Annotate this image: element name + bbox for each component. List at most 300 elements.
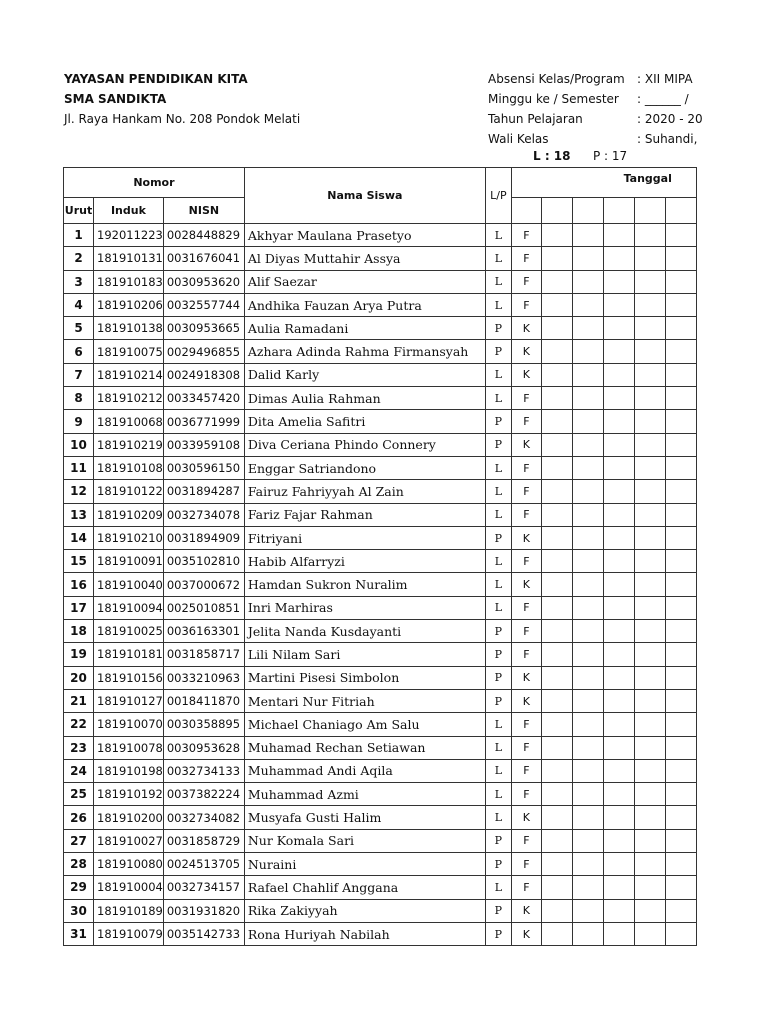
student-gender: L: [485, 876, 511, 899]
attendance-cell-empty[interactable]: [634, 224, 665, 247]
attendance-mark[interactable]: K: [511, 899, 541, 922]
attendance-cell-empty[interactable]: [541, 689, 572, 712]
attendance-cell-empty[interactable]: [634, 853, 665, 876]
attendance-cell-empty[interactable]: [603, 293, 634, 316]
student-nisn: 0031858729: [163, 829, 244, 852]
attendance-cell-empty[interactable]: [603, 503, 634, 526]
date-col-3[interactable]: [572, 198, 603, 224]
attendance-cell-empty[interactable]: [572, 224, 603, 247]
student-name: Fairuz Fahriyyah Al Zain: [244, 480, 485, 503]
attendance-cell-empty[interactable]: [603, 922, 634, 945]
attendance-mark[interactable]: K: [511, 922, 541, 945]
school-header: [64, 70, 300, 130]
table-row: [64, 666, 697, 689]
attendance-cell-empty[interactable]: [634, 247, 665, 270]
attendance-cell-empty[interactable]: [665, 666, 696, 689]
student-nisn: 0037382224: [163, 783, 244, 806]
attendance-mark[interactable]: K: [511, 806, 541, 829]
attendance-cell-empty[interactable]: [572, 620, 603, 643]
table-row: [64, 829, 697, 852]
attendance-cell-empty[interactable]: [634, 689, 665, 712]
attendance-cell-empty[interactable]: [665, 293, 696, 316]
attendance-cell-empty[interactable]: [572, 666, 603, 689]
student-name: Lili Nilam Sari: [244, 643, 485, 666]
row-number: 31: [64, 922, 94, 945]
attendance-cell-empty[interactable]: [541, 526, 572, 549]
attendance-cell-empty[interactable]: [634, 387, 665, 410]
attendance-cell-empty[interactable]: [541, 596, 572, 619]
date-col-2[interactable]: [541, 198, 572, 224]
attendance-cell-empty[interactable]: [572, 899, 603, 922]
info-label-homeroom: Wali Kelas: [488, 132, 549, 146]
student-gender: P: [485, 899, 511, 922]
attendance-cell-empty[interactable]: [603, 713, 634, 736]
attendance-cell-empty[interactable]: [634, 573, 665, 596]
attendance-cell-empty[interactable]: [572, 596, 603, 619]
student-nisn: 0025010851: [163, 596, 244, 619]
row-number: 7: [64, 363, 94, 386]
row-number: 1: [64, 224, 94, 247]
attendance-mark[interactable]: F: [511, 293, 541, 316]
attendance-mark[interactable]: F: [511, 713, 541, 736]
attendance-mark[interactable]: F: [511, 456, 541, 479]
attendance-cell-empty[interactable]: [541, 899, 572, 922]
attendance-cell-empty[interactable]: [665, 689, 696, 712]
attendance-cell-empty[interactable]: [603, 876, 634, 899]
student-nisn: 0035142733: [163, 922, 244, 945]
info-label-class: Absensi Kelas/Program: [488, 72, 625, 86]
school-name: SMA SANDIKTA: [64, 92, 167, 106]
attendance-cell-empty[interactable]: [634, 433, 665, 456]
attendance-mark[interactable]: F: [511, 270, 541, 293]
attendance-cell-empty[interactable]: [665, 713, 696, 736]
date-col-4[interactable]: [603, 198, 634, 224]
attendance-cell-empty[interactable]: [665, 899, 696, 922]
attendance-cell-empty[interactable]: [634, 643, 665, 666]
attendance-cell-empty[interactable]: [541, 363, 572, 386]
table-row: [64, 247, 697, 270]
attendance-cell-empty[interactable]: [541, 247, 572, 270]
student-name: Martini Pisesi Simbolon: [244, 666, 485, 689]
attendance-mark[interactable]: F: [511, 853, 541, 876]
student-nisn: 0030953665: [163, 317, 244, 340]
student-induk: 181910078: [94, 736, 164, 759]
attendance-cell-empty[interactable]: [665, 783, 696, 806]
row-number: 14: [64, 526, 94, 549]
attendance-cell-empty[interactable]: [665, 573, 696, 596]
attendance-cell-empty[interactable]: [572, 410, 603, 433]
attendance-cell-empty[interactable]: [603, 829, 634, 852]
attendance-cell-empty[interactable]: [634, 596, 665, 619]
attendance-cell-empty[interactable]: [603, 759, 634, 782]
attendance-cell-empty[interactable]: [665, 806, 696, 829]
student-induk: 181910091: [94, 550, 164, 573]
attendance-mark[interactable]: K: [511, 317, 541, 340]
student-induk: 181910200: [94, 806, 164, 829]
student-induk: 181910212: [94, 387, 164, 410]
attendance-cell-empty[interactable]: [541, 666, 572, 689]
student-nisn: 0030596150: [163, 456, 244, 479]
attendance-cell-empty[interactable]: [572, 317, 603, 340]
attendance-cell-empty[interactable]: [603, 666, 634, 689]
attendance-cell-empty[interactable]: [541, 922, 572, 945]
row-number: 30: [64, 899, 94, 922]
attendance-mark[interactable]: F: [511, 503, 541, 526]
student-induk: 181910040: [94, 573, 164, 596]
attendance-cell-empty[interactable]: [665, 643, 696, 666]
student-name: Enggar Satriandono: [244, 456, 485, 479]
attendance-cell-empty[interactable]: [634, 829, 665, 852]
attendance-cell-empty[interactable]: [541, 736, 572, 759]
attendance-cell-empty[interactable]: [541, 829, 572, 852]
attendance-mark[interactable]: F: [511, 783, 541, 806]
student-induk: 181910027: [94, 829, 164, 852]
row-number: 21: [64, 689, 94, 712]
student-name: Fariz Fajar Rahman: [244, 503, 485, 526]
student-nisn: 0036163301: [163, 620, 244, 643]
student-name: Inri Marhiras: [244, 596, 485, 619]
attendance-cell-empty[interactable]: [665, 526, 696, 549]
attendance-cell-empty[interactable]: [634, 526, 665, 549]
header-tanggal: Tanggal: [511, 168, 696, 198]
student-nisn: 0031858717: [163, 643, 244, 666]
attendance-cell-empty[interactable]: [603, 247, 634, 270]
attendance-mark[interactable]: F: [511, 224, 541, 247]
attendance-cell-empty[interactable]: [634, 317, 665, 340]
attendance-cell-empty[interactable]: [665, 433, 696, 456]
row-number: 22: [64, 713, 94, 736]
attendance-cell-empty[interactable]: [603, 689, 634, 712]
student-name: Dita Amelia Safitri: [244, 410, 485, 433]
student-induk: 181910138: [94, 317, 164, 340]
student-name: Hamdan Sukron Nuralim: [244, 573, 485, 596]
attendance-cell-empty[interactable]: [665, 270, 696, 293]
attendance-cell-empty[interactable]: [603, 340, 634, 363]
student-gender: L: [485, 270, 511, 293]
attendance-cell-empty[interactable]: [665, 456, 696, 479]
student-induk: 181910219: [94, 433, 164, 456]
attendance-cell-empty[interactable]: [541, 293, 572, 316]
attendance-cell-empty[interactable]: [603, 643, 634, 666]
count-male: L : 18: [533, 149, 571, 163]
attendance-cell-empty[interactable]: [603, 573, 634, 596]
attendance-cell-empty[interactable]: [572, 247, 603, 270]
header-nomor: Nomor: [64, 168, 245, 198]
attendance-mark[interactable]: F: [511, 829, 541, 852]
attendance-cell-empty[interactable]: [572, 363, 603, 386]
attendance-cell-empty[interactable]: [603, 480, 634, 503]
attendance-cell-empty[interactable]: [572, 550, 603, 573]
attendance-mark[interactable]: F: [511, 643, 541, 666]
attendance-mark[interactable]: F: [511, 387, 541, 410]
table-row: [64, 410, 697, 433]
attendance-cell-empty[interactable]: [665, 387, 696, 410]
attendance-cell-empty[interactable]: [541, 387, 572, 410]
attendance-cell-empty[interactable]: [572, 922, 603, 945]
attendance-cell-empty[interactable]: [541, 503, 572, 526]
attendance-cell-empty[interactable]: [572, 480, 603, 503]
attendance-mark[interactable]: K: [511, 689, 541, 712]
info-label-year: Tahun Pelajaran: [488, 112, 583, 126]
attendance-cell-empty[interactable]: [572, 270, 603, 293]
student-gender: L: [485, 363, 511, 386]
attendance-cell-empty[interactable]: [572, 689, 603, 712]
student-nisn: 0032734078: [163, 503, 244, 526]
student-induk: 181910206: [94, 293, 164, 316]
attendance-cell-empty[interactable]: [603, 363, 634, 386]
attendance-cell-empty[interactable]: [572, 340, 603, 363]
student-name: Muhammad Andi Aqila: [244, 759, 485, 782]
row-number: 27: [64, 829, 94, 852]
attendance-mark[interactable]: F: [511, 480, 541, 503]
student-induk: 181910189: [94, 899, 164, 922]
attendance-cell-empty[interactable]: [634, 736, 665, 759]
attendance-cell-empty[interactable]: [634, 480, 665, 503]
row-number: 10: [64, 433, 94, 456]
attendance-cell-empty[interactable]: [603, 899, 634, 922]
info-label-week: Minggu ke / Semester: [488, 92, 619, 106]
attendance-cell-empty[interactable]: [634, 293, 665, 316]
attendance-cell-empty[interactable]: [541, 853, 572, 876]
attendance-cell-empty[interactable]: [603, 736, 634, 759]
attendance-mark[interactable]: F: [511, 759, 541, 782]
attendance-cell-empty[interactable]: [603, 387, 634, 410]
student-nisn: 0033959108: [163, 433, 244, 456]
attendance-cell-empty[interactable]: [541, 713, 572, 736]
attendance-mark[interactable]: F: [511, 410, 541, 433]
student-name: Akhyar Maulana Prasetyo: [244, 224, 485, 247]
attendance-mark[interactable]: F: [511, 736, 541, 759]
attendance-cell-empty[interactable]: [634, 666, 665, 689]
attendance-cell-empty[interactable]: [541, 433, 572, 456]
table-row: [64, 876, 697, 899]
student-induk: 181910094: [94, 596, 164, 619]
student-induk: 181910210: [94, 526, 164, 549]
attendance-cell-empty[interactable]: [572, 456, 603, 479]
student-induk: 181910075: [94, 340, 164, 363]
attendance-mark[interactable]: F: [511, 876, 541, 899]
attendance-cell-empty[interactable]: [572, 293, 603, 316]
attendance-cell-empty[interactable]: [603, 783, 634, 806]
row-number: 16: [64, 573, 94, 596]
attendance-cell-empty[interactable]: [665, 736, 696, 759]
info-value-class: : XII MIPA: [637, 72, 693, 86]
table-row: [64, 270, 697, 293]
student-gender: P: [485, 340, 511, 363]
attendance-cell-empty[interactable]: [634, 806, 665, 829]
table-row: [64, 573, 697, 596]
student-gender: P: [485, 526, 511, 549]
student-induk: 181910214: [94, 363, 164, 386]
attendance-cell-empty[interactable]: [603, 853, 634, 876]
attendance-cell-empty[interactable]: [665, 550, 696, 573]
student-name: Diva Ceriana Phindo Connery: [244, 433, 485, 456]
attendance-cell-empty[interactable]: [603, 550, 634, 573]
student-induk: 181910127: [94, 689, 164, 712]
attendance-cell-empty[interactable]: [634, 620, 665, 643]
attendance-cell-empty[interactable]: [541, 806, 572, 829]
student-gender: L: [485, 224, 511, 247]
attendance-cell-empty[interactable]: [603, 270, 634, 293]
student-nisn: 0030358895: [163, 713, 244, 736]
attendance-cell-empty[interactable]: [634, 410, 665, 433]
table-row: [64, 317, 697, 340]
attendance-cell-empty[interactable]: [572, 806, 603, 829]
attendance-cell-empty[interactable]: [665, 224, 696, 247]
date-col-5[interactable]: [634, 198, 665, 224]
student-induk: 181910181: [94, 643, 164, 666]
attendance-mark[interactable]: K: [511, 433, 541, 456]
attendance-cell-empty[interactable]: [572, 853, 603, 876]
student-nisn: 0031931820: [163, 899, 244, 922]
attendance-cell-empty[interactable]: [541, 270, 572, 293]
student-name: Aulia Ramadani: [244, 317, 485, 340]
student-induk: 181910209: [94, 503, 164, 526]
attendance-cell-empty[interactable]: [603, 596, 634, 619]
student-induk: 181910156: [94, 666, 164, 689]
row-number: 13: [64, 503, 94, 526]
table-row: [64, 550, 697, 573]
attendance-cell-empty[interactable]: [541, 410, 572, 433]
attendance-mark[interactable]: K: [511, 363, 541, 386]
attendance-cell-empty[interactable]: [572, 643, 603, 666]
attendance-mark[interactable]: F: [511, 620, 541, 643]
attendance-cell-empty[interactable]: [665, 363, 696, 386]
attendance-cell-empty[interactable]: [665, 876, 696, 899]
student-name: Rika Zakiyyah: [244, 899, 485, 922]
table-row: [64, 456, 697, 479]
attendance-cell-empty[interactable]: [634, 759, 665, 782]
attendance-cell-empty[interactable]: [665, 596, 696, 619]
attendance-cell-empty[interactable]: [665, 620, 696, 643]
student-gender: L: [485, 759, 511, 782]
attendance-cell-empty[interactable]: [572, 736, 603, 759]
attendance-cell-empty[interactable]: [665, 922, 696, 945]
attendance-cell-empty[interactable]: [541, 759, 572, 782]
attendance-cell-empty[interactable]: [541, 643, 572, 666]
attendance-cell-empty[interactable]: [634, 340, 665, 363]
attendance-mark[interactable]: F: [511, 550, 541, 573]
info-labels: [488, 70, 625, 150]
student-induk: 181910198: [94, 759, 164, 782]
attendance-cell-empty[interactable]: [634, 876, 665, 899]
attendance-cell-empty[interactable]: [665, 829, 696, 852]
student-induk: 181910122: [94, 480, 164, 503]
table-row: [64, 620, 697, 643]
attendance-cell-empty[interactable]: [603, 410, 634, 433]
attendance-cell-empty[interactable]: [603, 620, 634, 643]
attendance-mark[interactable]: K: [511, 526, 541, 549]
attendance-cell-empty[interactable]: [665, 410, 696, 433]
student-gender: P: [485, 433, 511, 456]
attendance-cell-empty[interactable]: [572, 433, 603, 456]
attendance-mark[interactable]: K: [511, 573, 541, 596]
header-lp: L/P: [485, 168, 511, 224]
attendance-cell-empty[interactable]: [541, 573, 572, 596]
attendance-cell-empty[interactable]: [541, 317, 572, 340]
attendance-cell-empty[interactable]: [634, 503, 665, 526]
attendance-cell-empty[interactable]: [603, 526, 634, 549]
attendance-cell-empty[interactable]: [572, 829, 603, 852]
row-number: 3: [64, 270, 94, 293]
attendance-cell-empty[interactable]: [572, 783, 603, 806]
date-col-6[interactable]: [665, 198, 696, 224]
student-gender: P: [485, 853, 511, 876]
attendance-cell-empty[interactable]: [572, 573, 603, 596]
student-gender: L: [485, 456, 511, 479]
attendance-mark[interactable]: F: [511, 247, 541, 270]
attendance-cell-empty[interactable]: [634, 899, 665, 922]
attendance-cell-empty[interactable]: [541, 550, 572, 573]
attendance-cell-empty[interactable]: [634, 363, 665, 386]
attendance-cell-empty[interactable]: [665, 503, 696, 526]
attendance-cell-empty[interactable]: [634, 550, 665, 573]
attendance-cell-empty[interactable]: [541, 620, 572, 643]
row-number: 9: [64, 410, 94, 433]
row-number: 4: [64, 293, 94, 316]
attendance-cell-empty[interactable]: [541, 340, 572, 363]
attendance-cell-empty[interactable]: [603, 433, 634, 456]
attendance-cell-empty[interactable]: [603, 317, 634, 340]
header-induk: Induk: [94, 198, 164, 224]
table-row: [64, 759, 697, 782]
attendance-cell-empty[interactable]: [572, 503, 603, 526]
student-nisn: 0029496855: [163, 340, 244, 363]
attendance-cell-empty[interactable]: [572, 713, 603, 736]
attendance-cell-empty[interactable]: [541, 456, 572, 479]
attendance-cell-empty[interactable]: [665, 759, 696, 782]
attendance-cell-empty[interactable]: [665, 853, 696, 876]
attendance-cell-empty[interactable]: [634, 922, 665, 945]
student-nisn: 0032734133: [163, 759, 244, 782]
attendance-cell-empty[interactable]: [603, 224, 634, 247]
student-nisn: 0032734082: [163, 806, 244, 829]
attendance-cell-empty[interactable]: [665, 340, 696, 363]
student-name: Azhara Adinda Rahma Firmansyah: [244, 340, 485, 363]
info-values: [637, 70, 768, 150]
attendance-mark[interactable]: K: [511, 340, 541, 363]
attendance-cell-empty[interactable]: [572, 759, 603, 782]
attendance-cell-empty[interactable]: [541, 480, 572, 503]
attendance-cell-empty[interactable]: [541, 876, 572, 899]
attendance-mark[interactable]: K: [511, 666, 541, 689]
attendance-cell-empty[interactable]: [665, 317, 696, 340]
student-name: Michael Chaniago Am Salu: [244, 713, 485, 736]
attendance-cell-empty[interactable]: [572, 876, 603, 899]
table-row: [64, 853, 697, 876]
attendance-mark[interactable]: F: [511, 596, 541, 619]
student-gender: L: [485, 480, 511, 503]
student-name: Dimas Aulia Rahman: [244, 387, 485, 410]
student-gender: P: [485, 620, 511, 643]
attendance-cell-empty[interactable]: [634, 783, 665, 806]
attendance-cell-empty[interactable]: [603, 456, 634, 479]
attendance-cell-empty[interactable]: [665, 480, 696, 503]
attendance-cell-empty[interactable]: [603, 806, 634, 829]
attendance-cell-empty[interactable]: [541, 224, 572, 247]
date-col-1[interactable]: [511, 198, 541, 224]
attendance-cell-empty[interactable]: [541, 783, 572, 806]
attendance-cell-empty[interactable]: [634, 456, 665, 479]
attendance-cell-empty[interactable]: [634, 270, 665, 293]
student-name: Rafael Chahlif Anggana: [244, 876, 485, 899]
attendance-cell-empty[interactable]: [572, 526, 603, 549]
attendance-cell-empty[interactable]: [634, 713, 665, 736]
student-gender: P: [485, 666, 511, 689]
header-urut: Urut: [64, 198, 94, 224]
attendance-cell-empty[interactable]: [665, 247, 696, 270]
attendance-cell-empty[interactable]: [572, 387, 603, 410]
